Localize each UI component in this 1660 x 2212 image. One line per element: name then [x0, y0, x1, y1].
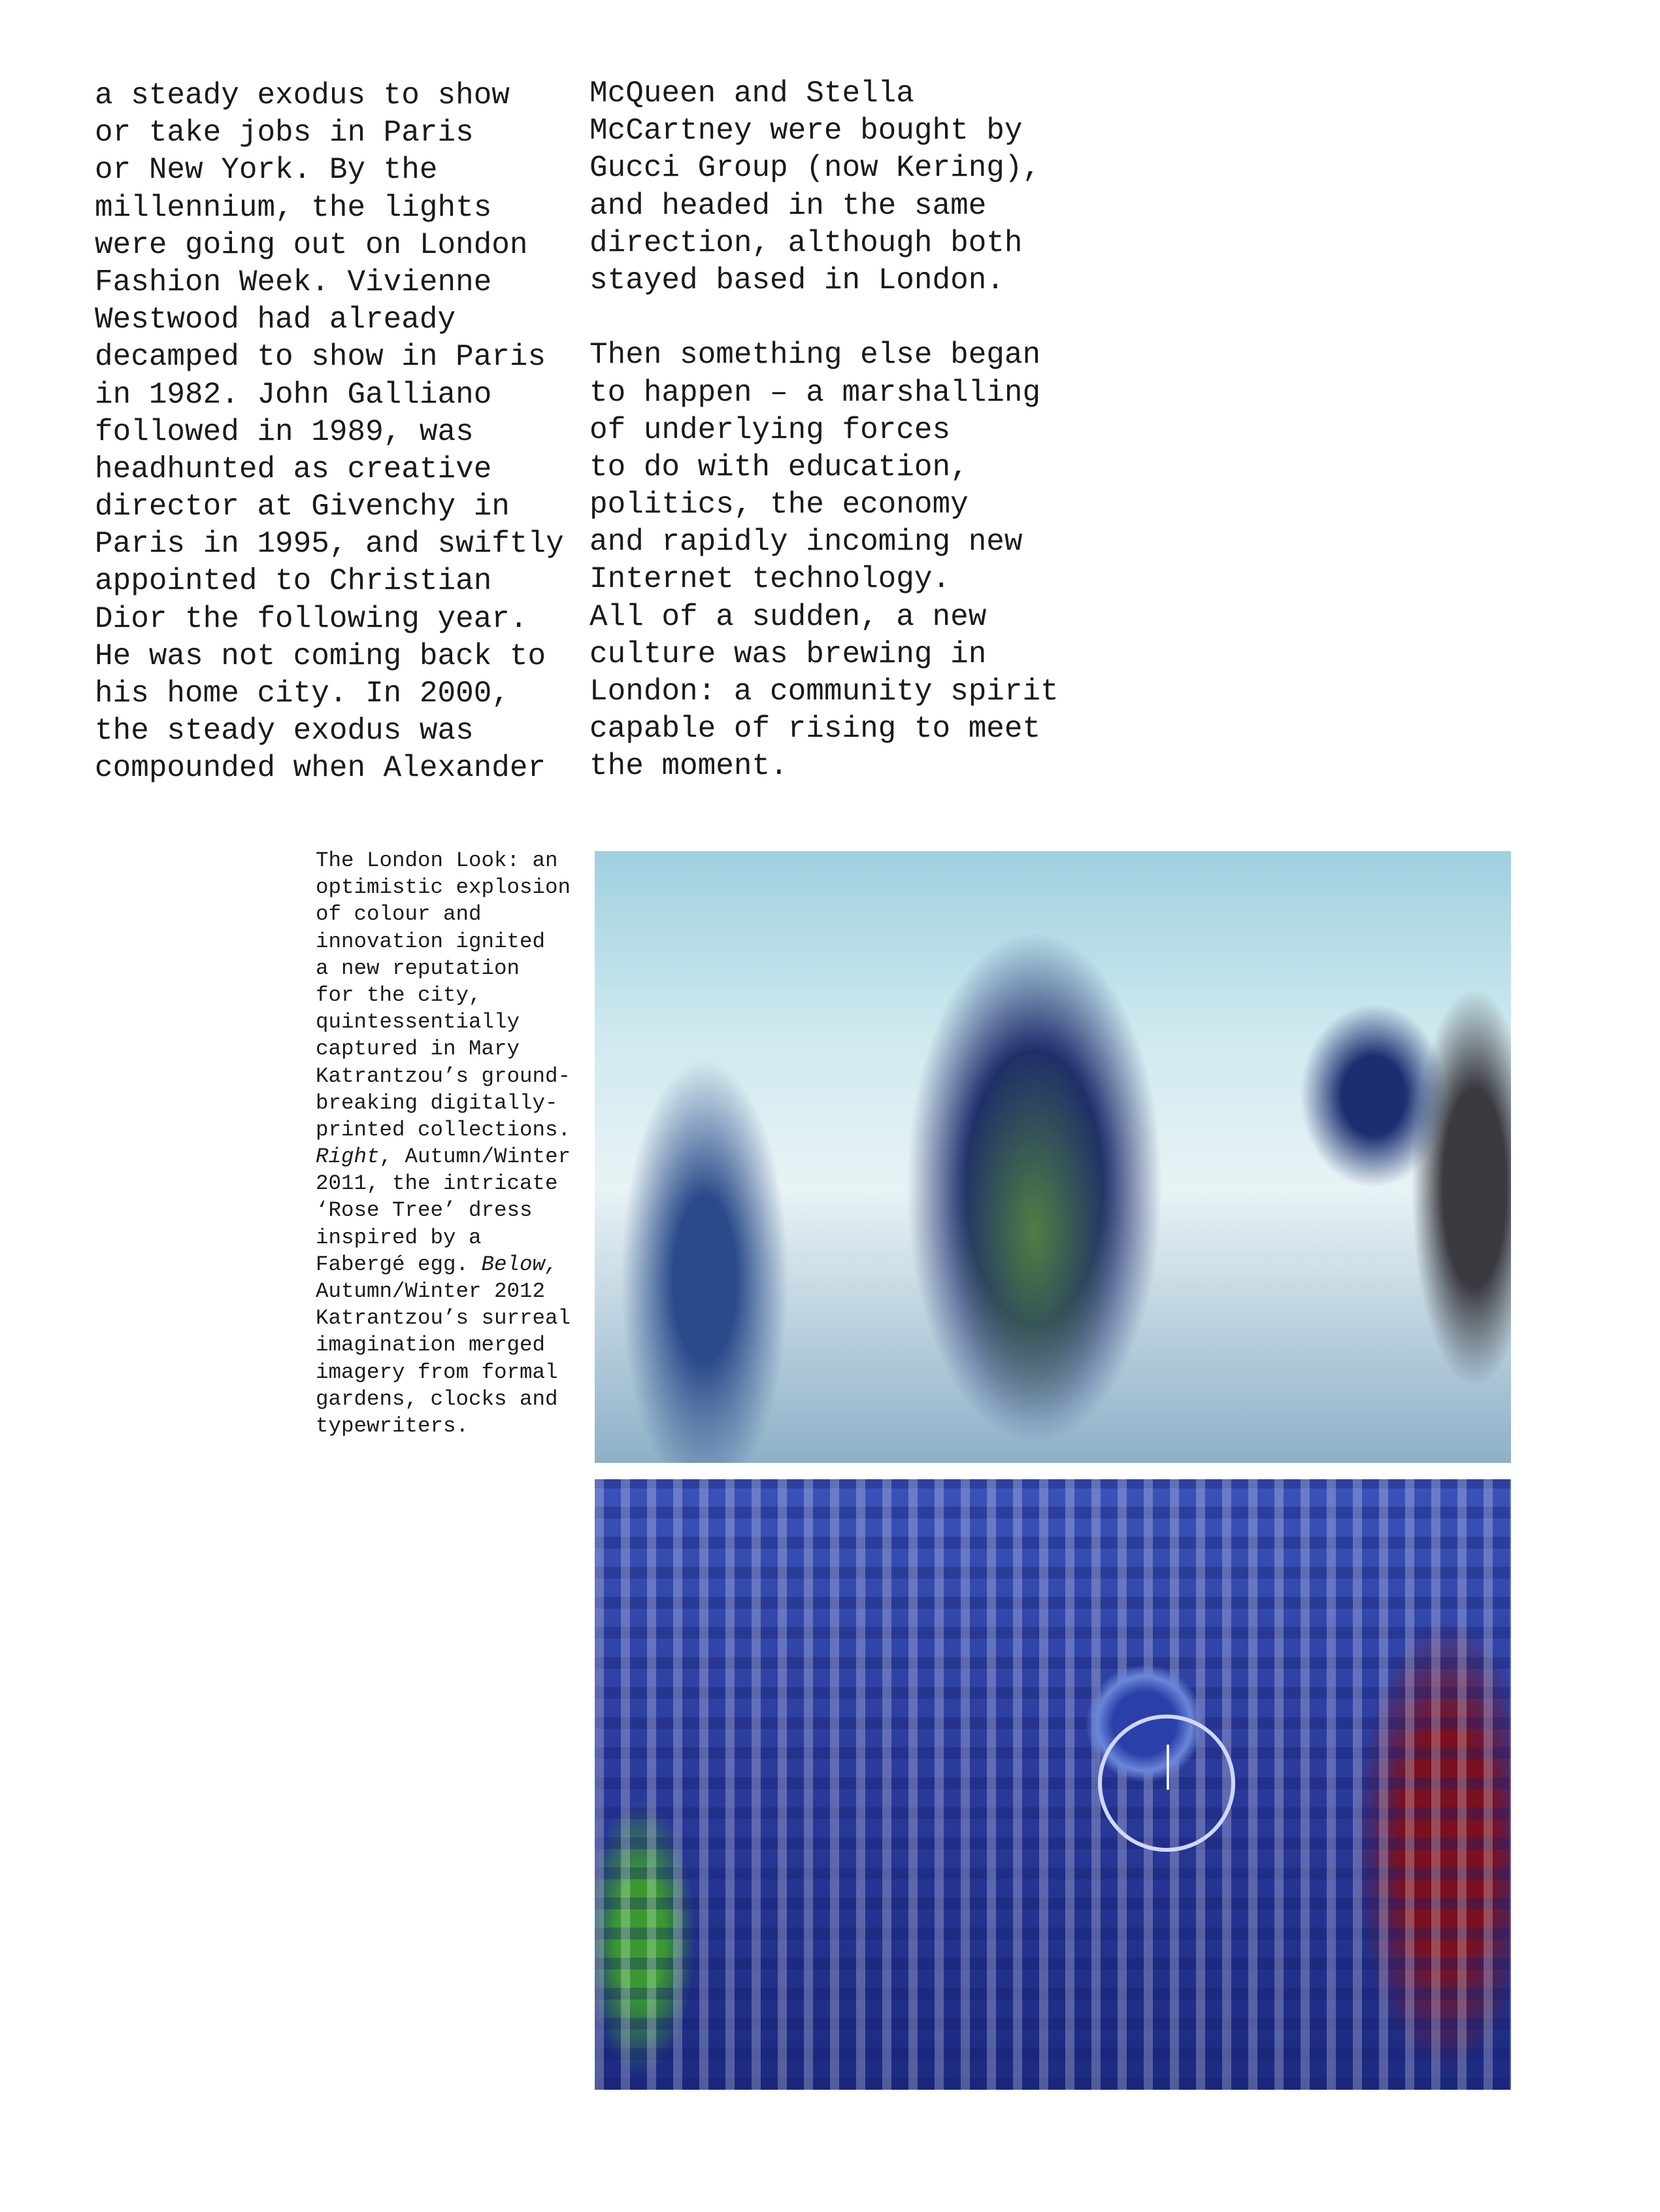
body-line: Gucci Group (now Kering),	[589, 151, 1041, 186]
caption-text: Fabergé egg.	[316, 1252, 482, 1277]
caption-line: Autumn/Winter 2012	[316, 1279, 546, 1303]
caption-italic-right: Right	[316, 1145, 380, 1169]
caption-line: Katrantzou’s surreal	[316, 1306, 571, 1331]
body-line: the moment.	[589, 749, 788, 784]
body-line: in 1982. John Galliano	[95, 377, 492, 412]
body-line: or take jobs in Paris	[95, 116, 474, 150]
body-line: culture was brewing in	[589, 637, 987, 671]
caption-line: The London Look: an	[316, 848, 558, 873]
body-line: were going out on London	[95, 227, 528, 262]
caption-line: Katrantzou’s ground-	[316, 1064, 571, 1088]
caption-line: gardens, clocks and	[316, 1386, 558, 1411]
caption-line: printed collections.	[316, 1117, 571, 1142]
caption-line: of colour and	[316, 902, 482, 927]
body-line: millennium, the lights	[95, 190, 492, 225]
body-line: McCartney were bought by	[589, 114, 1023, 148]
caption-line: imagery from formal	[316, 1360, 558, 1384]
body-line: a steady exodus to show	[95, 78, 510, 112]
body-line: or New York. By the	[95, 153, 438, 188]
body-line: followed in 1989, was	[95, 414, 474, 449]
body-line: to happen – a marshalling	[589, 375, 1041, 410]
body-line: his home city. In 2000,	[95, 677, 510, 711]
body-line: Dior the following year.	[95, 601, 528, 636]
body-line: All of a sudden, a new	[589, 599, 987, 634]
caption-line: imagination merged	[316, 1333, 546, 1358]
body-line: and rapidly incoming new	[589, 525, 1023, 560]
photo-rose-tree-dress	[595, 851, 1511, 1463]
caption-line: for the city,	[316, 982, 482, 1007]
body-line: director at Givenchy in	[95, 490, 510, 524]
caption-line: breaking digitally-	[316, 1090, 558, 1115]
caption-line: 2011, the intricate	[316, 1171, 558, 1196]
caption-text: , Autumn/Winter	[379, 1145, 571, 1169]
body-line: direction, although both	[589, 226, 1023, 260]
caption-line: typewriters.	[316, 1413, 469, 1438]
body-column-right	[589, 75, 1059, 786]
body-line: headhunted as creative	[95, 452, 492, 486]
caption-line: ‘Rose Tree’ dress	[316, 1198, 533, 1223]
body-line: capable of rising to meet	[589, 712, 1041, 746]
caption-italic-below: Below,	[481, 1252, 558, 1277]
body-line: Internet technology.	[589, 562, 951, 597]
photo-caption	[316, 847, 571, 1439]
body-line: the steady exodus was	[95, 714, 474, 748]
caption-line	[316, 1251, 571, 1278]
caption-line: optimistic explosion	[316, 875, 571, 900]
body-line: London: a community spirit	[589, 675, 1059, 709]
body-line: Then something else began	[589, 338, 1041, 373]
caption-line: a new reputation	[316, 956, 520, 980]
body-line: appointed to Christian	[95, 564, 492, 599]
body-line: Fashion Week. Vivienne	[95, 265, 492, 299]
body-line: compounded when Alexander	[95, 751, 546, 786]
body-line: He was not coming back to	[95, 639, 546, 673]
body-line: Westwood had already	[95, 303, 456, 337]
body-line: McQueen and Stella	[589, 76, 914, 110]
caption-line: innovation ignited	[316, 929, 546, 954]
paragraph-gap	[589, 299, 1059, 337]
body-line: to do with education,	[589, 450, 969, 484]
caption-line: quintessentially	[316, 1010, 520, 1035]
body-line: stayed based in London.	[589, 263, 1004, 297]
body-line: politics, the economy	[589, 488, 969, 522]
caption-line	[316, 1143, 571, 1170]
body-column-left	[95, 77, 564, 788]
body-line: Paris in 1995, and swiftly	[95, 527, 564, 561]
caption-line: inspired by a	[316, 1225, 482, 1250]
body-line: and headed in the same	[589, 188, 987, 223]
photo-clock-print-dress	[595, 1479, 1511, 2090]
body-line: decamped to show in Paris	[95, 340, 546, 375]
clock-motif	[1098, 1715, 1235, 1852]
caption-line: captured in Mary	[316, 1037, 520, 1062]
body-line: of underlying forces	[589, 412, 951, 447]
